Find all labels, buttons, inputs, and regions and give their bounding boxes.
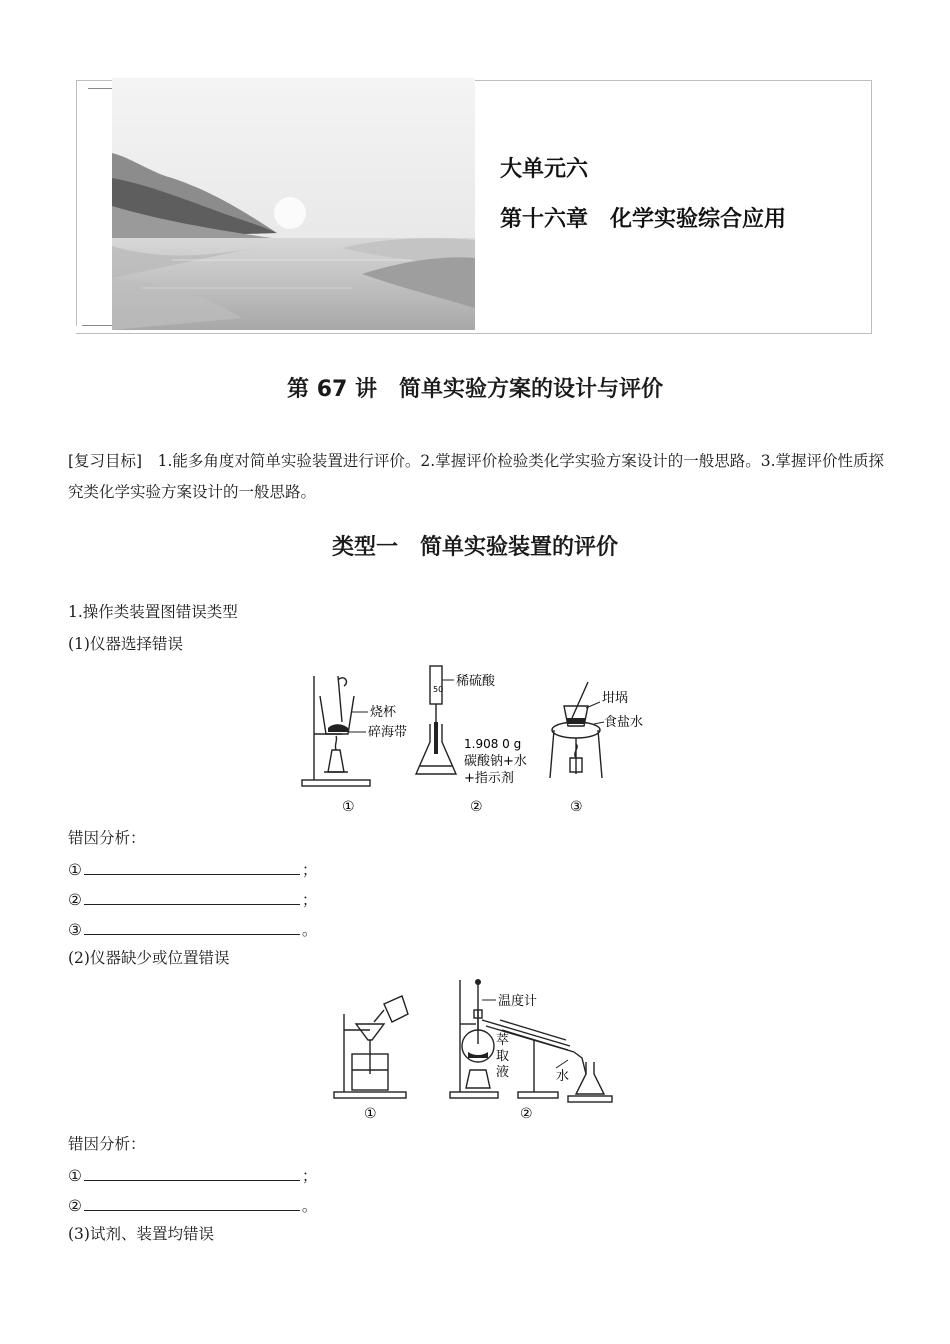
label-seaweed: 碎海带 xyxy=(368,725,408,740)
label-carbonate: 碳酸钠+水 xyxy=(464,754,527,769)
review-tag: [复习目标] xyxy=(68,452,143,470)
answer-line xyxy=(68,1164,317,1186)
subheading-missing-instrument: (2)仪器缺少或位置错误 xyxy=(68,949,230,967)
answer-number: ② xyxy=(68,1197,82,1215)
answer-line xyxy=(68,858,317,880)
label-extract-1: 萃 xyxy=(496,1033,510,1048)
lecture-title: 第 67 讲 简单实验方案的设计与评价 xyxy=(287,377,663,402)
answer-end: 。 xyxy=(301,921,318,939)
answer-number: ② xyxy=(68,891,82,909)
answer-line xyxy=(68,1194,317,1216)
heading-error-types: 1.操作类装置图错误类型 xyxy=(68,603,238,621)
label-extract-3: 液 xyxy=(496,1065,510,1080)
answer-blank[interactable] xyxy=(84,918,300,935)
subheading-reagent-errors: (3)试剂、装置均错误 xyxy=(68,1225,214,1243)
label-indicator: +指示剂 xyxy=(464,771,514,786)
banner-corner-line xyxy=(88,88,112,89)
label-brine: 食盐水 xyxy=(604,715,644,730)
figure-missing-instrument xyxy=(330,974,620,1124)
review-objectives xyxy=(68,446,884,508)
banner-left-border xyxy=(76,80,113,326)
answer-blank[interactable] xyxy=(84,1164,300,1181)
review-text: 1.能多角度对简单实验装置进行评价。2.掌握评价检验类化学实验方案设计的一般思路。3.掌握评价性质探究类化学实验方案设计的一般思路。 xyxy=(68,452,884,501)
landscape-image xyxy=(112,78,475,330)
banner-corner-line xyxy=(82,325,112,326)
answer-number: ① xyxy=(68,861,82,879)
chapter-title: 第十六章 化学实验综合应用 xyxy=(500,207,787,232)
answer-end: 。 xyxy=(301,1197,318,1215)
unit-title: 大单元六 xyxy=(500,157,589,182)
caption-figure1-2: ② xyxy=(470,799,483,815)
answer-end: ； xyxy=(301,891,318,909)
answer-line xyxy=(68,888,317,910)
analysis-title: 错因分析： xyxy=(68,829,146,847)
label-dilute-acid: 稀硫酸 xyxy=(456,674,496,689)
label-water: 水 xyxy=(556,1069,570,1084)
caption-figure2-1: ① xyxy=(364,1106,377,1122)
answer-end: ； xyxy=(301,861,318,879)
answer-number: ① xyxy=(68,1167,82,1185)
label-thermometer: 温度计 xyxy=(498,994,538,1009)
label-extract-2: 取 xyxy=(496,1049,510,1064)
answer-line xyxy=(68,918,317,940)
section-title: 类型一 简单实验装置的评价 xyxy=(331,535,618,560)
caption-figure1-3: ③ xyxy=(570,799,583,815)
subheading-instrument-choice: (1)仪器选择错误 xyxy=(68,635,183,653)
caption-figure2-2: ② xyxy=(520,1106,533,1122)
label-mass: 1.908 0 g xyxy=(464,737,522,751)
figure-instrument-choice xyxy=(298,662,658,816)
label-beaker: 烧杯 xyxy=(370,705,397,720)
answer-blank[interactable] xyxy=(84,888,300,905)
analysis-title: 错因分析： xyxy=(68,1135,146,1153)
answer-blank[interactable] xyxy=(84,858,300,875)
label-crucible: 坩埚 xyxy=(602,691,629,706)
burette-scale-label: 50 xyxy=(433,685,444,694)
answer-blank[interactable] xyxy=(84,1194,300,1211)
answer-number: ③ xyxy=(68,921,82,939)
answer-end: ； xyxy=(301,1167,318,1185)
caption-figure1-1: ① xyxy=(342,799,355,815)
